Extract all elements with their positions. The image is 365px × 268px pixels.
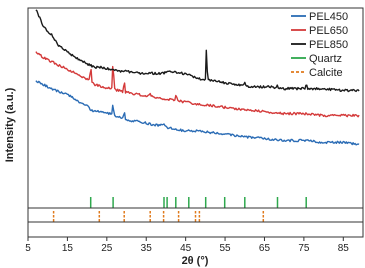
x-tick-label-8: 85 (337, 243, 349, 254)
x-axis-title: 2θ (°) (181, 255, 209, 267)
x-tick-label-3: 35 (140, 243, 152, 254)
x-tick-label-6: 65 (258, 243, 271, 254)
legend-label-pel850: PEL850 (309, 39, 349, 51)
legend-label-pel650: PEL650 (309, 25, 349, 37)
legend-label-quartz: Quartz (309, 53, 343, 65)
x-tick-label-7: 75 (298, 243, 310, 254)
legend (291, 11, 348, 79)
x-tick-label-0: 5 (25, 243, 31, 254)
legend-label-pel450: PEL450 (309, 11, 349, 23)
series-line-pel450 (36, 81, 359, 145)
x-tick-label-4: 45 (180, 243, 192, 254)
x-axis-ticks (25, 237, 349, 254)
x-tick-label-1: 15 (61, 243, 73, 254)
legend-label-calcite: Calcite (309, 67, 343, 79)
x-tick-label-2: 25 (101, 243, 113, 254)
x-tick-label-5: 55 (219, 243, 231, 254)
y-axis-title: Intensity (a.u.) (4, 87, 16, 163)
reference-markers (54, 197, 307, 222)
